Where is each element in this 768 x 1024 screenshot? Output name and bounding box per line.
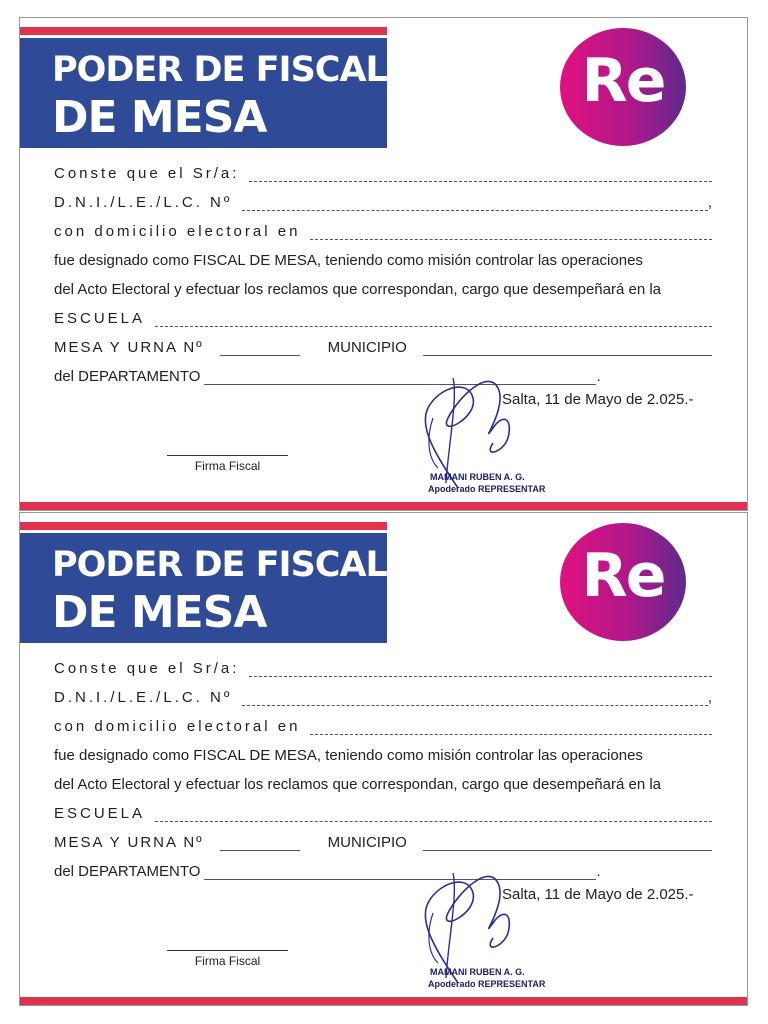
dept-period: .: [596, 368, 601, 385]
bottom-stripe: [20, 997, 747, 1005]
label-domicilio: con domicilio electoral en: [54, 223, 301, 240]
title-line-1: PODER DE FISCAL: [52, 545, 387, 585]
date-text: Salta, 11 de Mayo de 2.025.-: [502, 886, 694, 903]
label-escuela: ESCUELA: [54, 805, 146, 822]
stamp-role: Apoderado REPRESENTAR: [428, 484, 546, 494]
signature-label: Firma Fiscal: [194, 954, 261, 968]
title-line-2: DE MESA: [52, 92, 267, 143]
blank-municipio[interactable]: [423, 342, 712, 356]
field-dni[interactable]: [54, 686, 712, 706]
title-banner: [20, 38, 387, 148]
blank-municipio[interactable]: [423, 837, 712, 851]
label-conste: Conste que el Sr/a:: [54, 660, 240, 677]
fiscal-card-2: [19, 512, 748, 1006]
field-escuela[interactable]: [54, 307, 712, 327]
signature-line: [167, 950, 288, 951]
signature-stamp-icon: [398, 358, 548, 503]
label-departamento: del DEPARTAMENTO: [54, 863, 201, 880]
label-mesa: MESA Y URNA Nº: [54, 339, 204, 356]
body-text-1: fue designado como FISCAL DE MESA, teniendo como misión controlar las operaciones: [54, 747, 643, 764]
re-logo: [560, 28, 686, 146]
label-municipio: MUNICIPIO: [327, 834, 407, 851]
top-stripe: [20, 27, 387, 35]
body-text-2: del Acto Electoral y efectuar los reclamos que correspondan, cargo que desempeñará en la: [54, 776, 662, 793]
blank-mesa[interactable]: [220, 342, 300, 356]
text-line-2: [54, 773, 712, 793]
logo-text: Re: [581, 541, 665, 611]
text-line-2: [54, 278, 712, 298]
field-departamento[interactable]: [54, 860, 712, 880]
label-escuela: ESCUELA: [54, 310, 146, 327]
body-text-2: del Acto Electoral y efectuar los reclamos que correspondan, cargo que desempeñará en la: [54, 281, 662, 298]
fiscal-card-1: [19, 17, 748, 511]
label-conste: Conste que el Sr/a:: [54, 165, 240, 182]
top-stripe: [20, 522, 387, 530]
title-line-1: PODER DE FISCAL: [52, 50, 387, 90]
text-line-1: [54, 249, 712, 269]
text-line-1: [54, 744, 712, 764]
dni-comma: ,: [707, 689, 712, 706]
field-name[interactable]: [54, 162, 712, 182]
blank-escuela[interactable]: [155, 313, 712, 327]
body-text-1: fue designado como FISCAL DE MESA, teniendo como misión controlar las operaciones: [54, 252, 643, 269]
field-domicilio[interactable]: [54, 715, 712, 735]
label-mesa: MESA Y URNA Nº: [54, 834, 204, 851]
signature-stamp-icon: [398, 853, 548, 998]
field-departamento[interactable]: [54, 365, 712, 385]
field-mesa[interactable]: [54, 336, 712, 356]
re-logo: [560, 523, 686, 641]
label-municipio: MUNICIPIO: [327, 339, 407, 356]
stamp-name: MAMANI RUBEN A. G.: [430, 472, 525, 482]
blank-name[interactable]: [249, 168, 712, 182]
blank-escuela[interactable]: [155, 808, 712, 822]
stamp-role: Apoderado REPRESENTAR: [428, 979, 546, 989]
title-banner: [20, 533, 387, 643]
bottom-stripe: [20, 502, 747, 510]
signature-line: [167, 455, 288, 456]
blank-mesa[interactable]: [220, 837, 300, 851]
logo-text: Re: [581, 46, 665, 116]
field-domicilio[interactable]: [54, 220, 712, 240]
stamp-name: MAMANI RUBEN A. G.: [430, 967, 525, 977]
dept-period: .: [596, 863, 601, 880]
field-mesa[interactable]: [54, 831, 712, 851]
dni-comma: ,: [707, 194, 712, 211]
blank-domicilio[interactable]: [310, 226, 712, 240]
field-escuela[interactable]: [54, 802, 712, 822]
date-text: Salta, 11 de Mayo de 2.025.-: [502, 391, 694, 408]
blank-dni[interactable]: [242, 197, 707, 211]
label-dni: D.N.I./L.E./L.C. Nº: [54, 194, 233, 211]
label-dni: D.N.I./L.E./L.C. Nº: [54, 689, 233, 706]
field-name[interactable]: [54, 657, 712, 677]
label-domicilio: con domicilio electoral en: [54, 718, 301, 735]
signature-label: Firma Fiscal: [194, 459, 261, 473]
blank-name[interactable]: [249, 663, 712, 677]
blank-domicilio[interactable]: [310, 721, 712, 735]
label-departamento: del DEPARTAMENTO: [54, 368, 201, 385]
title-line-2: DE MESA: [52, 587, 267, 638]
field-dni[interactable]: [54, 191, 712, 211]
blank-dni[interactable]: [242, 692, 707, 706]
